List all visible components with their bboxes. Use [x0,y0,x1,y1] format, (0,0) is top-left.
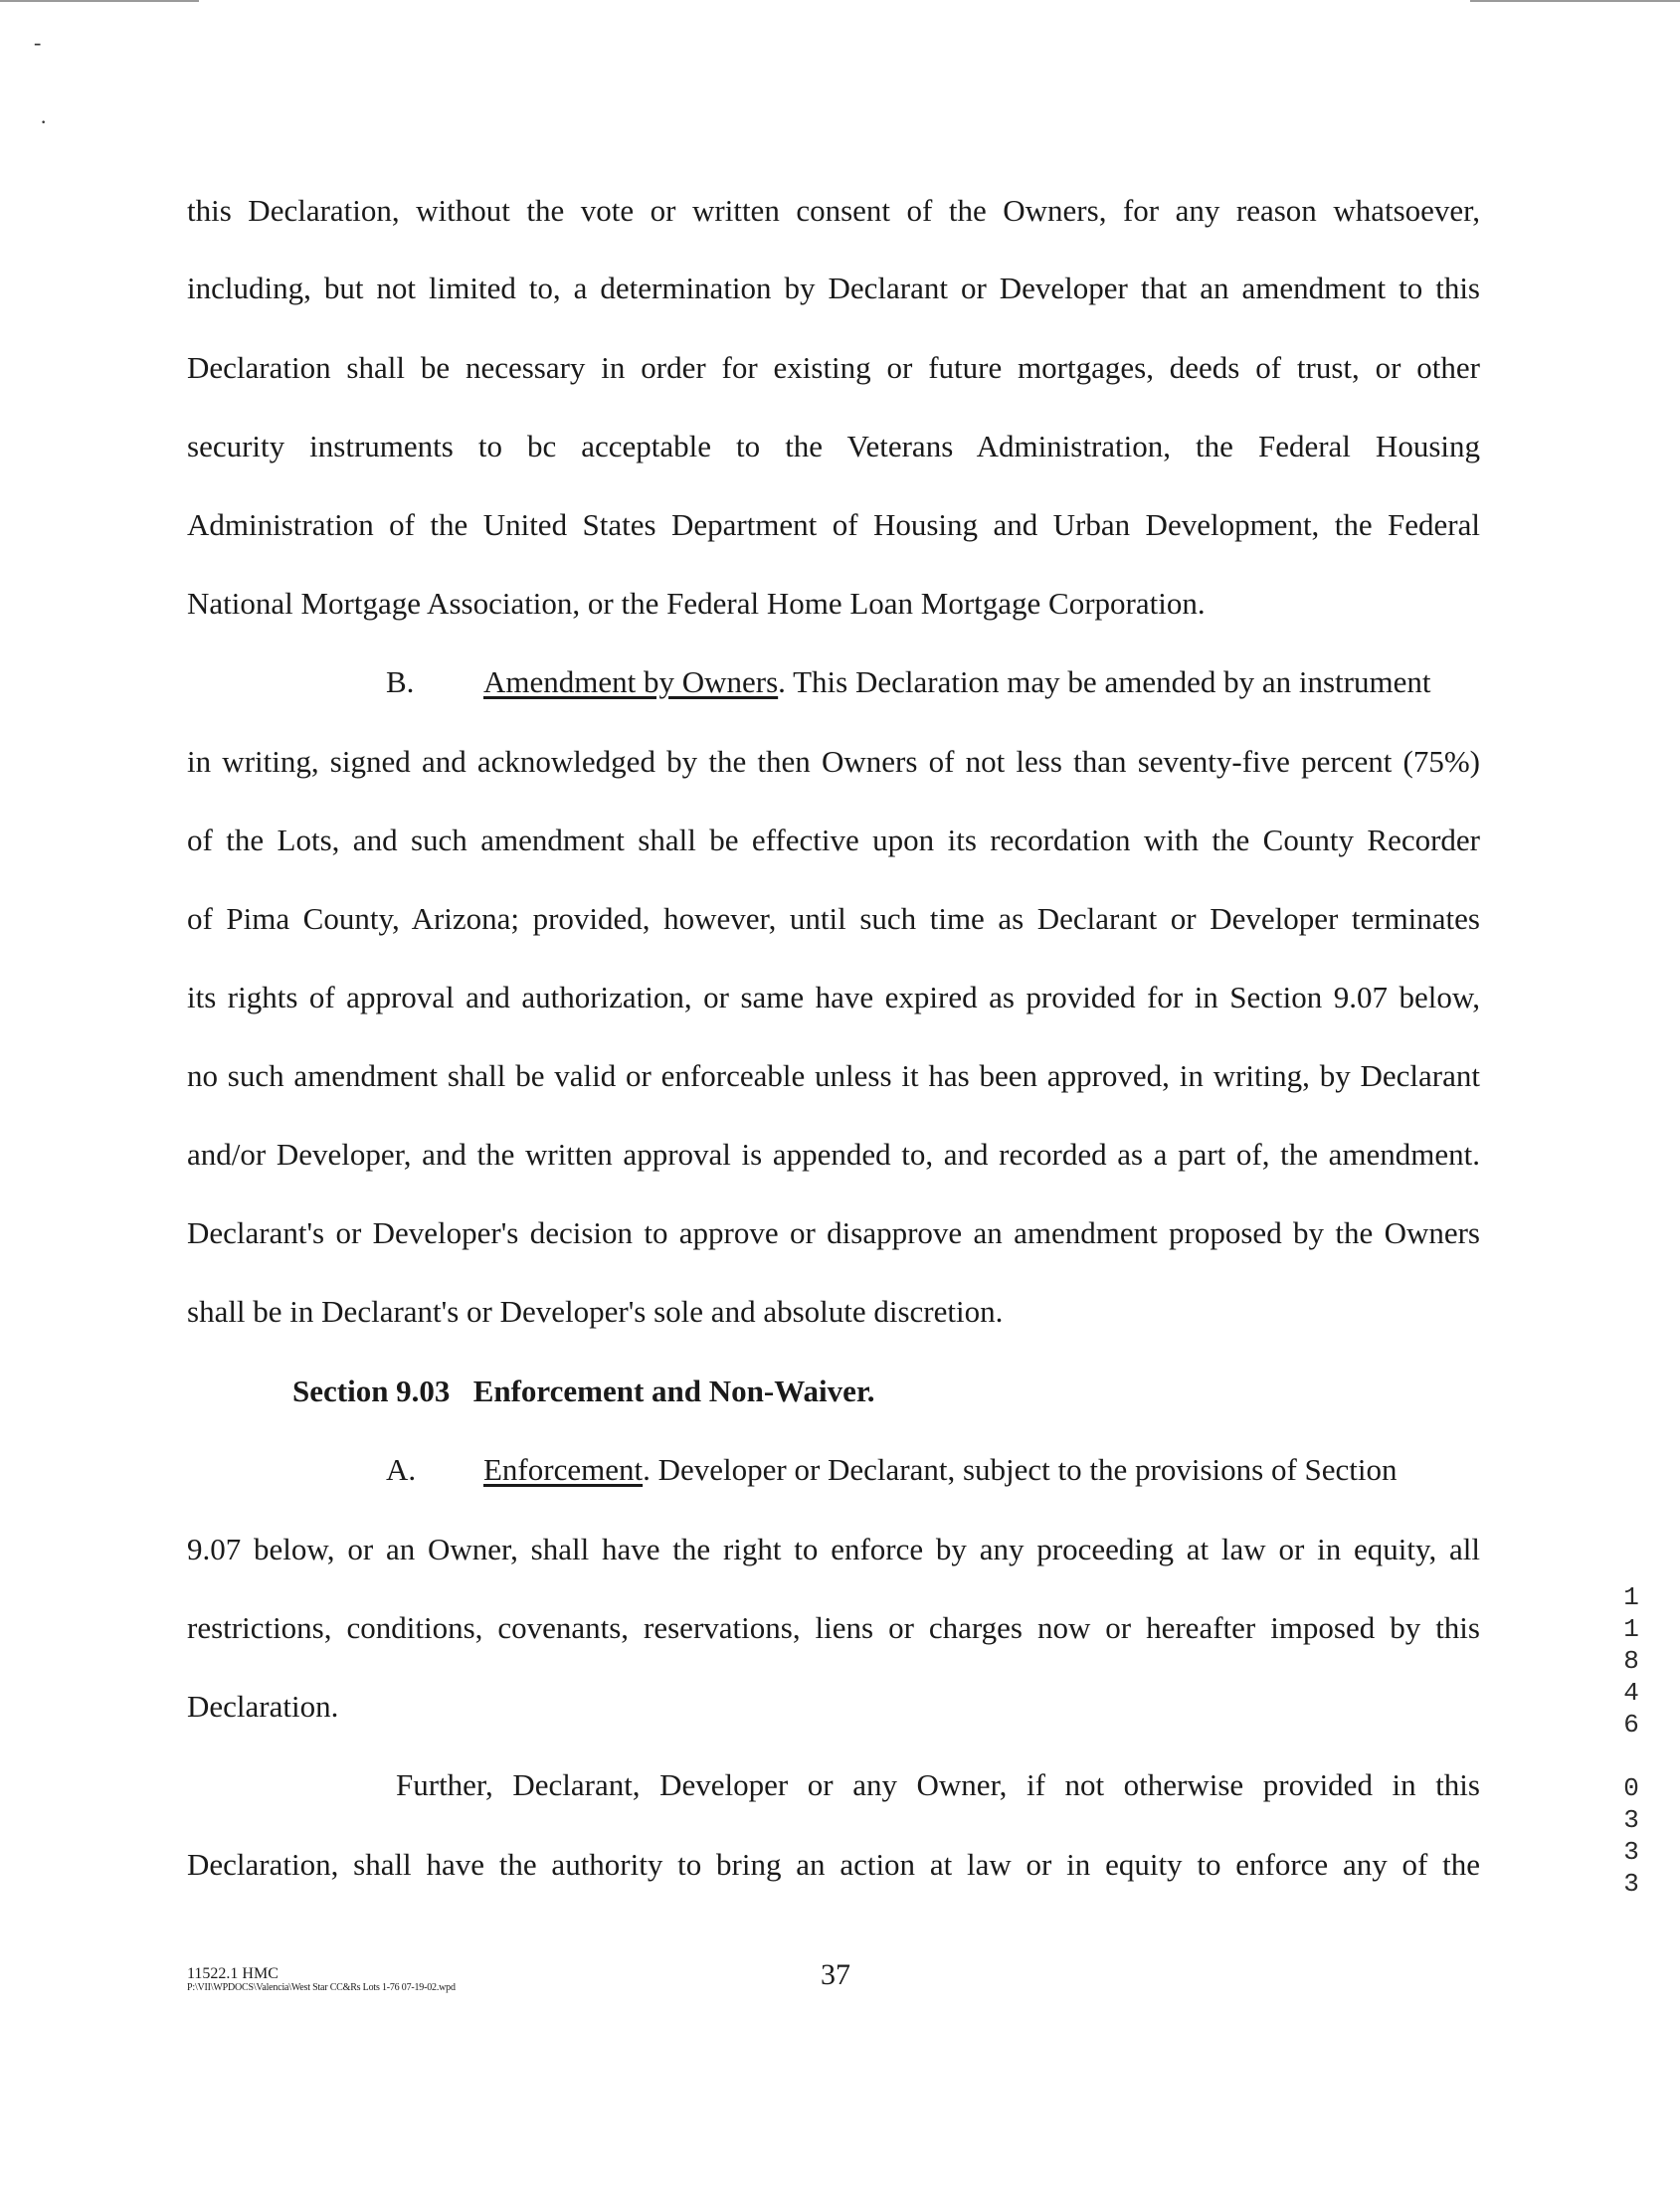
body-line: of the Lots, and such amendment shall be effective upon its recordation with the County Recorder [187,823,1480,857]
subsection-letter: B. [386,664,415,699]
body-line: restrictions, conditions, covenants, reservations, liens or charges now or hereafter imposed by this [187,1610,1480,1645]
section-title: Enforcement and Non-Waiver. [472,1374,875,1408]
body-line: its rights of approval and authorization, or same have expired as provided for in Section 9.07 below, [187,980,1480,1014]
body-line: Declaration shall be necessary in order for existing or future mortgages, deeds of trust, or other [187,350,1480,385]
scan-border-top-left [0,0,199,2]
body-line: Administration of the United States Department of Housing and Urban Development, the Federal [187,507,1480,542]
recording-digit: 3 [1623,1805,1639,1835]
subsection-a-first-line [386,1454,1480,1485]
recording-digit: 3 [1623,1869,1639,1899]
body-line: security instruments to bc acceptable to the Veterans Administration, the Federal Housing [187,429,1480,463]
body-line: and/or Developer, and the written approval is appended to, and recorded as a part of, the amendment. [187,1137,1480,1172]
scan-border-top-right [1470,0,1680,2]
subsection-text: . This Declaration may be amended by an instrument [778,664,1431,699]
body-line: no such amendment shall be valid or enforceable unless it has been approved, in writing, by Declarant [187,1058,1480,1093]
body-line: this Declaration, without the vote or written consent of the Owners, for any reason whatsoever, [187,193,1480,228]
recording-digit: 6 [1623,1710,1639,1740]
body-line: in writing, signed and acknowledged by the then Owners of not less than seventy-five percent (75%) [187,744,1480,779]
footer-document-id [187,1966,456,1993]
page-number: 37 [821,1958,850,1991]
recording-digit: 8 [1623,1646,1639,1676]
recording-digit: 0 [1623,1773,1639,1803]
body-line: 9.07 below, or an Owner, shall have the right to enforce by any proceeding at law or in equity, all [187,1532,1480,1566]
body-line: Declaration. [187,1689,339,1724]
section-number: Section 9.03 [292,1374,451,1408]
recording-digit: 1 [1623,1582,1639,1612]
footer-file-path: P:\VII\WPDOCS\Valencia\West Star CC&Rs Lots 1-76 07-19-02.wpd [187,1981,456,1993]
body-line: including, but not limited to, a determination by Declarant or Developer that an amendment to this [187,271,1480,305]
body-line: Declaration, shall have the authority to bring an action at law or in equity to enforce any of the [187,1847,1480,1882]
recording-digit: 3 [1623,1837,1639,1867]
recording-digit: 1 [1623,1614,1639,1644]
subsection-letter: A. [386,1452,417,1487]
recording-number [1611,1581,1651,1900]
body-line: Declarant's or Developer's decision to approve or disapprove an amendment proposed by the Owners [187,1215,1480,1250]
subsection-heading: Enforcement [483,1452,644,1487]
subsection-b-first-line [386,666,1480,697]
body-line: Further, Declarant, Developer or any Owner, if not otherwise provided in this [396,1767,1480,1802]
body-line: shall be in Declarant's or Developer's sole and absolute discretion. [187,1294,1004,1329]
subsection-heading: Amendment by Owners [483,664,779,699]
margin-mark: · [40,109,48,134]
body-line: National Mortgage Association, or the Federal Home Loan Mortgage Corporation. [187,586,1206,621]
recording-digit: 4 [1623,1678,1639,1708]
body-line: of Pima County, Arizona; provided, however, until such time as Declarant or Developer terminates [187,901,1480,936]
footer-doc-id: 11522.1 HMC [187,1965,279,1982]
section-heading [292,1376,1188,1406]
margin-mark: - [34,30,42,55]
subsection-text: . Developer or Declarant, subject to the provisions of Section [643,1452,1398,1487]
